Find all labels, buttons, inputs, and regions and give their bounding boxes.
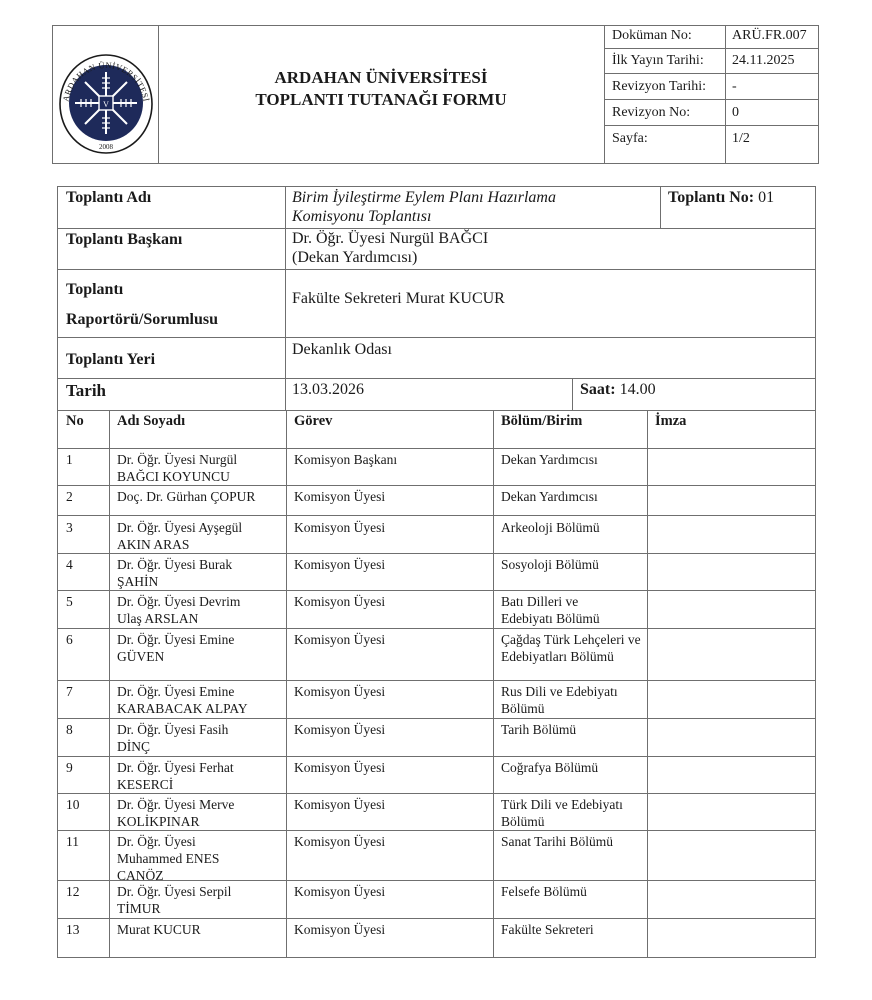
row-role: Komisyon Üyesi [294, 834, 386, 849]
row-name: Dr. Öğr. Üyesi Serpil TİMUR [117, 884, 232, 916]
row-no: 7 [66, 684, 73, 699]
row-no: 13 [66, 922, 80, 937]
signature-field[interactable] [648, 831, 815, 880]
meta-value-document-no: ARÜ.FR.007 [732, 28, 807, 43]
row-divider [57, 410, 816, 411]
row-no: 1 [66, 452, 73, 467]
meeting-time-value: 14.00 [619, 381, 656, 398]
row-unit: Arkeoloji Bölümü [501, 520, 600, 535]
meta-value-revision-no: 0 [732, 105, 739, 120]
row-unit: Çağdaş Türk Lehçeleri ve Edebiyatları Bölümü [501, 632, 641, 664]
row-no: 4 [66, 557, 73, 572]
meeting-chair-label: Toplantı Başkanı [66, 231, 183, 248]
row-unit: Dekan Yardımcısı [501, 452, 598, 467]
row-no: 5 [66, 594, 73, 609]
row-unit: Felsefe Bölümü [501, 884, 587, 899]
column-header-name: Adı Soyadı [117, 413, 186, 429]
column-header-unit: Bölüm/Birim [501, 413, 583, 429]
column-header-role: Görev [294, 413, 333, 429]
meta-label-revision-date: Revizyon Tarihi: [612, 79, 707, 94]
meta-value-page: 1/2 [732, 131, 750, 146]
meeting-chair-title: (Dekan Yardımcısı) [292, 249, 418, 266]
col-divider [109, 410, 110, 958]
signature-field[interactable] [648, 681, 815, 718]
column-header-signature: İmza [655, 413, 687, 429]
header-divider [725, 25, 726, 164]
header-divider [604, 25, 605, 164]
signature-field[interactable] [648, 629, 815, 680]
row-role: Komisyon Üyesi [294, 557, 386, 572]
row-unit: Sanat Tarihi Bölümü [501, 834, 614, 849]
row-no: 8 [66, 722, 73, 737]
row-unit: Türk Dili ve Edebiyatı Bölümü [501, 797, 623, 829]
row-role: Komisyon Üyesi [294, 760, 386, 775]
meeting-name-line1: Birim İyileştirme Eylem Planı Hazırlama [292, 189, 556, 206]
meeting-number-value: 01 [758, 189, 775, 206]
row-no: 2 [66, 489, 73, 504]
row-name: Dr. Öğr. Üyesi Muhammed ENES CANÖZ [117, 834, 220, 883]
row-no: 11 [66, 834, 79, 849]
meeting-chair-name: Dr. Öğr. Üyesi Nurgül BAĞCI [292, 230, 489, 247]
meeting-number [668, 189, 774, 206]
row-name: Dr. Öğr. Üyesi Burak ŞAHİN [117, 557, 233, 589]
col-divider [493, 410, 494, 958]
meta-value-first-publish-date: 24.11.2025 [732, 53, 795, 68]
col-divider [285, 186, 286, 410]
signature-field[interactable] [648, 486, 815, 515]
row-divider [57, 337, 816, 338]
header-divider [604, 73, 819, 74]
row-unit: Batı Dilleri ve Edebiyatı Bölümü [501, 594, 600, 626]
meeting-name-label: Toplantı Adı [66, 189, 152, 206]
row-divider [57, 378, 816, 379]
signature-field[interactable] [648, 794, 815, 830]
col-divider [572, 378, 573, 410]
row-no: 6 [66, 632, 73, 647]
meeting-time-label: Saat: [580, 381, 616, 398]
svg-text:V: V [103, 100, 109, 109]
row-no: 12 [66, 884, 80, 899]
row-no: 10 [66, 797, 80, 812]
meeting-reporter-label-line1: Toplantı [66, 281, 124, 298]
meeting-date-label: Tarih [66, 381, 107, 400]
svg-text:ARDAHAN ÜNİVERSİTESİ: ARDAHAN ÜNİVERSİTESİ [60, 59, 152, 103]
header-divider [604, 125, 819, 126]
row-no: 9 [66, 760, 73, 775]
row-name: Dr. Öğr. Üyesi Emine KARABACAK ALPAY [117, 684, 248, 716]
form-name: TOPLANTI TUTANAĞI FORMU [255, 90, 507, 109]
row-unit: Tarih Bölümü [501, 722, 577, 737]
row-role: Komisyon Üyesi [294, 722, 386, 737]
row-role: Komisyon Üyesi [294, 797, 386, 812]
form-title [158, 67, 604, 111]
meeting-date-value: 13.03.2026 [292, 381, 364, 398]
row-name: Dr. Öğr. Üyesi Ayşegül AKIN ARAS [117, 520, 243, 552]
signature-field[interactable] [648, 881, 815, 918]
university-seal-icon [58, 52, 154, 156]
meeting-number-label: Toplantı No: [668, 189, 755, 206]
meeting-name-line2: Komisyonu Toplantısı [292, 208, 432, 225]
row-unit: Sosyoloji Bölümü [501, 557, 599, 572]
row-role: Komisyon Üyesi [294, 520, 386, 535]
row-name: Dr. Öğr. Üyesi Emine GÜVEN [117, 632, 235, 664]
meeting-place-label: Toplantı Yeri [66, 351, 156, 368]
row-name: Murat KUCUR [117, 922, 201, 937]
meta-label-document-no: Doküman No: [612, 28, 692, 43]
signature-field[interactable] [648, 554, 815, 590]
row-divider [57, 228, 816, 229]
meeting-place-value: Dekanlık Odası [292, 341, 392, 358]
row-unit: Dekan Yardımcısı [501, 489, 598, 504]
row-role: Komisyon Başkanı [294, 452, 398, 467]
row-name: Dr. Öğr. Üyesi Devrim Ulaş ARSLAN [117, 594, 241, 626]
row-name: Doç. Dr. Gürhan ÇOPUR [117, 489, 256, 504]
meeting-time [580, 381, 656, 398]
row-role: Komisyon Üyesi [294, 884, 386, 899]
row-role: Komisyon Üyesi [294, 684, 386, 699]
row-unit: Fakülte Sekreteri [501, 922, 594, 937]
university-name: ARDAHAN ÜNİVERSİTESİ [274, 68, 488, 87]
header-divider [604, 99, 819, 100]
signature-field[interactable] [648, 591, 815, 628]
meta-label-first-publish-date: İlk Yayın Tarihi: [612, 53, 704, 68]
signature-field[interactable] [648, 757, 815, 793]
col-divider [660, 186, 661, 228]
meta-value-revision-date: - [732, 79, 737, 94]
row-unit: Coğrafya Bölümü [501, 760, 599, 775]
svg-text:2008: 2008 [99, 143, 113, 151]
header-divider [604, 48, 819, 49]
row-name: Dr. Öğr. Üyesi Fasih DİNÇ [117, 722, 229, 754]
row-name: Dr. Öğr. Üyesi Ferhat KESERCİ [117, 760, 234, 792]
row-role: Komisyon Üyesi [294, 922, 386, 937]
signature-field[interactable] [648, 919, 815, 957]
row-role: Komisyon Üyesi [294, 489, 386, 504]
row-name: Dr. Öğr. Üyesi Merve KOLİKPINAR [117, 797, 235, 829]
row-no: 3 [66, 520, 73, 535]
row-name: Dr. Öğr. Üyesi Nurgül BAĞCI KOYUNCU [117, 452, 238, 484]
row-role: Komisyon Üyesi [294, 632, 386, 647]
meta-label-page: Sayfa: [612, 131, 648, 146]
signature-field[interactable] [648, 449, 815, 485]
signature-field[interactable] [648, 516, 815, 553]
column-header-no: No [66, 413, 84, 429]
meta-label-revision-no: Revizyon No: [612, 105, 691, 120]
signature-field[interactable] [648, 719, 815, 756]
row-unit: Rus Dili ve Edebiyatı Bölümü [501, 684, 618, 716]
meeting-reporter-label-line2: Raportörü/Sorumlusu [66, 311, 219, 328]
meeting-reporter-value: Fakülte Sekreteri Murat KUCUR [292, 290, 505, 307]
row-role: Komisyon Üyesi [294, 594, 386, 609]
row-divider [57, 269, 816, 270]
